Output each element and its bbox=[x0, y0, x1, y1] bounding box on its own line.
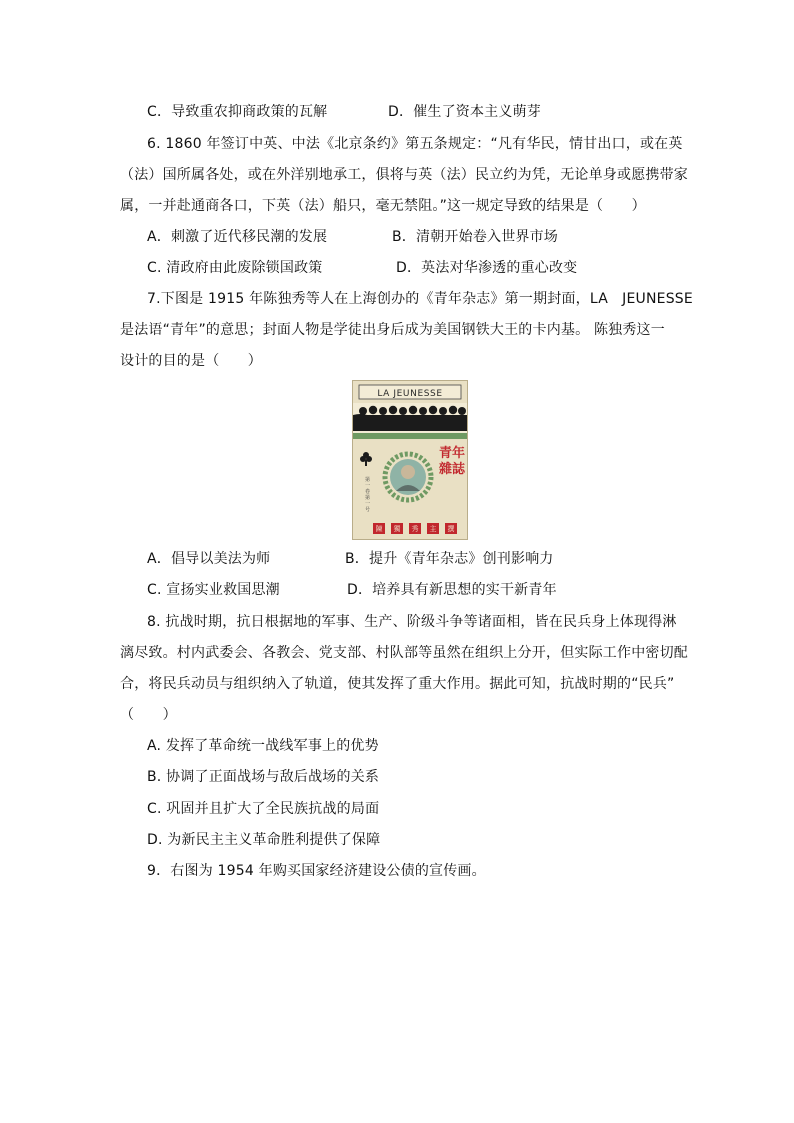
cover-title: LA JEUNESSE bbox=[377, 389, 443, 399]
q7-option-c: C. 宣扬实业救国思潮 bbox=[147, 582, 280, 598]
magazine-cover-image bbox=[352, 380, 468, 540]
q8-option-c: C. 巩固并且扩大了全民族抗战的局面 bbox=[147, 801, 380, 817]
issue-char-5: 一 bbox=[365, 501, 371, 507]
q6-stem-line2: （法）国所属各处，或在外洋别地承工，俱将与英（法）民立约为凭，无论单身或愿携带家 bbox=[120, 167, 688, 183]
issue-char-4: 第 bbox=[365, 495, 371, 501]
bottom-seal-char-4: 主 bbox=[429, 525, 437, 533]
q6-stem-line1: 6. 1860 年签订中英、中法《北京条约》第五条规定：“凡有华民，情甘出口，或在英 bbox=[147, 136, 683, 152]
q8-option-b: B. 协调了正面战场与敌后战场的关系 bbox=[147, 769, 380, 785]
cover-name-char-2: 年 bbox=[452, 446, 466, 461]
q7-option-d: D．培养具有新思想的实干新青年 bbox=[347, 582, 557, 598]
q7-stem-line3: 设计的目的是（ ） bbox=[120, 353, 262, 369]
issue-char-3: 卷 bbox=[365, 489, 371, 495]
q5-option-c: C．导致重农抑商政策的瓦解 bbox=[147, 104, 328, 120]
q6-option-a: A．刺激了近代移民潮的发展 bbox=[147, 229, 328, 245]
cover-name-char-1: 青 bbox=[439, 446, 453, 461]
q9-stem-line1: 9．右图为 1954 年购买国家经济建设公债的宣传画。 bbox=[147, 863, 486, 879]
q6-option-c: C. 清政府由此废除锁国政策 bbox=[147, 260, 323, 276]
bottom-seal-char-2: 獨 bbox=[393, 525, 401, 533]
cover-name-char-4: 誌 bbox=[452, 462, 466, 477]
cover-name-char-3: 雜 bbox=[439, 462, 453, 477]
q8-stem-line2: 漓尽致。村内武委会、各教会、党支部、村队部等虽然在组织上分开，但实际工作中密切配 bbox=[120, 645, 688, 661]
bottom-seal-char-5: 撰 bbox=[447, 525, 455, 533]
q8-stem-line3: 合，将民兵动员与组织纳入了轨道，使其发挥了重大作用。据此可知，抗战时期的“民兵” bbox=[120, 676, 675, 692]
bottom-seal-char-3: 秀 bbox=[411, 525, 419, 533]
q8-stem-line1: 8. 抗战时期，抗日根据地的军事、生产、阶级斗争等诸面相，皆在民兵身上体现得淋 bbox=[147, 614, 677, 630]
q7-option-b: B．提升《青年杂志》创刊影响力 bbox=[345, 551, 554, 567]
q6-option-b: B．清朝开始卷入世界市场 bbox=[392, 229, 559, 245]
bottom-seal-char-1: 陳 bbox=[375, 525, 383, 533]
q8-option-a: A. 发挥了革命统一战线军事上的优势 bbox=[147, 738, 379, 754]
magazine-cover-art bbox=[353, 381, 467, 539]
issue-char-1: 第 bbox=[365, 477, 371, 483]
q7-stem-line2: 是法语“青年”的意思；封面人物是学徒出身后成为美国钢铁大王的卡内基。 陈独秀这一 bbox=[120, 322, 665, 338]
q5-option-d: D．催生了资本主义萌芽 bbox=[388, 104, 541, 120]
q6-stem-line3: 属，一并赴通商各口，下英（法）船只，毫无禁阻。”这一规定导致的结果是（ ） bbox=[120, 198, 646, 214]
q6-option-d: D．英法对华渗透的重心改变 bbox=[396, 260, 578, 276]
issue-char-2: 一 bbox=[365, 483, 371, 489]
issue-char-6: 号 bbox=[365, 507, 371, 513]
q8-stem-line4: （ ） bbox=[120, 707, 177, 723]
q8-option-d: D. 为新民主主义革命胜利提供了保障 bbox=[147, 832, 381, 848]
q7-option-a: A．倡导以美法为师 bbox=[147, 551, 271, 567]
q7-stem-line1: 7.下图是 1915 年陈独秀等人在上海创办的《青年杂志》第一期封面，LA JEUNESSE bbox=[147, 291, 693, 307]
